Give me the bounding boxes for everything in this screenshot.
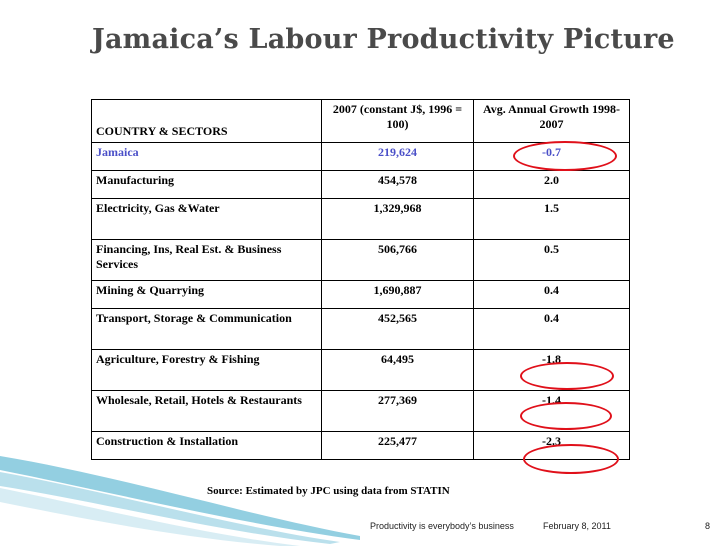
header-2007-value: 2007 (constant J$, 1996 = 100) [322, 100, 474, 143]
row-value: 219,624 [322, 143, 474, 171]
header-country-sectors: COUNTRY & SECTORS [92, 100, 322, 143]
table-row [92, 309, 630, 350]
footer-date: February 8, 2011 [543, 521, 611, 531]
row-value: 277,369 [322, 391, 474, 432]
footer-tagline: Productivity is everybody’s business [370, 521, 514, 531]
slide-title: Jamaica’s Labour Productivity Picture [92, 24, 675, 55]
row-label: Manufacturing [92, 171, 322, 199]
row-growth: 0.4 [474, 281, 630, 309]
row-label: Electricity, Gas &Water [92, 199, 322, 240]
row-label: Financing, Ins, Real Est. & Business Services [92, 240, 322, 281]
row-value: 64,495 [322, 350, 474, 391]
page-number: 8 [705, 521, 711, 531]
row-label: Mining & Quarrying [92, 281, 322, 309]
highlight-circle-agriculture [520, 362, 614, 390]
row-growth: -0.7 [474, 143, 630, 171]
table-header-row [92, 100, 630, 143]
table-row [92, 240, 630, 281]
row-growth: 0.4 [474, 309, 630, 350]
decorative-swoosh [0, 446, 728, 546]
table-row [92, 171, 630, 199]
row-growth: -1.4 [474, 391, 630, 432]
row-growth: 2.0 [474, 171, 630, 199]
table-row [92, 199, 630, 240]
row-value: 506,766 [322, 240, 474, 281]
row-value: 225,477 [322, 432, 474, 460]
row-growth: 1.5 [474, 199, 630, 240]
row-value: 452,565 [322, 309, 474, 350]
row-value: 1,329,968 [322, 199, 474, 240]
source-note: Source: Estimated by JPC using data from STATIN [207, 485, 450, 497]
row-label: Transport, Storage & Communication [92, 309, 322, 350]
row-value: 1,690,887 [322, 281, 474, 309]
row-growth: 0.5 [474, 240, 630, 281]
header-avg-growth: Avg. Annual Growth 1998-2007 [474, 100, 630, 143]
highlight-circle-wholesale [520, 402, 612, 430]
highlight-circle-jamaica [513, 141, 617, 171]
row-label: Wholesale, Retail, Hotels & Restaurants [92, 391, 322, 432]
table-row [92, 281, 630, 309]
row-label: Agriculture, Forestry & Fishing [92, 350, 322, 391]
row-growth: -2.3 [474, 432, 630, 460]
row-label: Jamaica [92, 143, 322, 171]
row-value: 454,578 [322, 171, 474, 199]
row-growth: -1.8 [474, 350, 630, 391]
row-label: Construction & Installation [92, 432, 322, 460]
